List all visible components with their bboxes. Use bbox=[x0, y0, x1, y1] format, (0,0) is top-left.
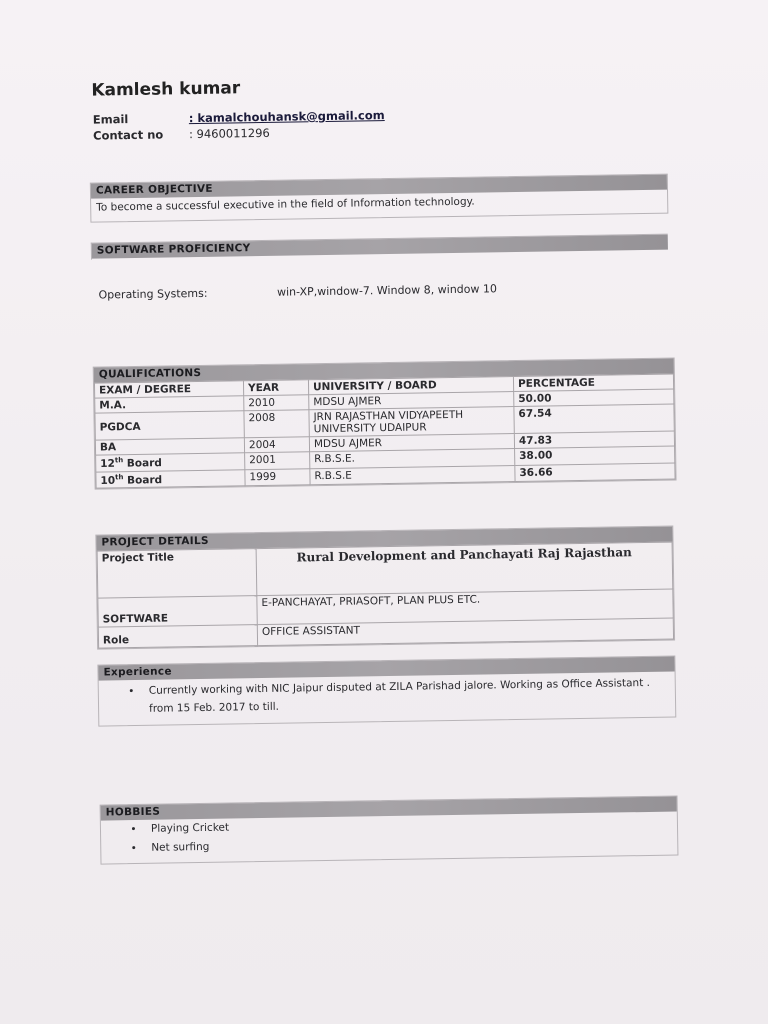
hobbies-heading: HOBBIES bbox=[101, 797, 677, 821]
qualifications-table bbox=[94, 374, 676, 489]
project-section bbox=[95, 526, 675, 650]
hobbies-section bbox=[100, 796, 679, 865]
experience-list bbox=[99, 672, 676, 719]
software-heading: SOFTWARE PROFICIENCY bbox=[92, 235, 668, 259]
email-link[interactable]: : kamalchouhansk@gmail.com bbox=[188, 108, 385, 126]
software-section bbox=[91, 234, 668, 260]
resume-sheet bbox=[32, 15, 747, 1006]
contact-value: : 9460011296 bbox=[188, 125, 270, 142]
qualifications-section bbox=[93, 358, 677, 490]
col-exam: EXAM / DEGREE bbox=[94, 381, 243, 398]
project-heading: PROJECT DETAILS bbox=[96, 527, 672, 551]
email-label: Email bbox=[92, 112, 129, 127]
table-row: SOFTWARE E-PANCHAYAT, PRIASOFT, PLAN PLUS ETC. bbox=[98, 589, 673, 627]
contact-block bbox=[93, 108, 385, 145]
qualifications-heading: QUALIFICATIONS bbox=[94, 359, 674, 383]
table-row: BA 2004 MDSU AJMER 47.83 bbox=[95, 431, 674, 455]
table-row: 10th Board 1999 R.B.S.E 36.66 bbox=[96, 463, 675, 489]
col-board: UNIVERSITY / BOARD bbox=[308, 377, 513, 395]
contact-label: Contact no bbox=[92, 127, 164, 143]
table-row: M.A. 2010 MDSU AJMER 50.00 bbox=[95, 389, 674, 413]
os-line bbox=[98, 280, 658, 302]
hobbies-list bbox=[101, 812, 678, 859]
table-row: Role OFFICE ASSISTANT bbox=[98, 618, 673, 648]
career-objective-section bbox=[90, 174, 669, 223]
table-row: Project Title Rural Development and Panchayati Raj Rajasthan bbox=[97, 542, 673, 598]
candidate-name: Kamlesh kumar bbox=[91, 78, 241, 101]
list-item: • Net surfing bbox=[145, 831, 677, 858]
career-objective-text: To become a successful executive in the field of Information technology. bbox=[96, 195, 475, 214]
project-table bbox=[97, 542, 674, 649]
table-row: 12th Board 2001 R.B.S.E. 38.00 bbox=[96, 446, 675, 472]
career-objective-heading: CAREER OBJECTIVE bbox=[91, 175, 667, 199]
experience-heading: Experience bbox=[98, 657, 674, 681]
col-year: YEAR bbox=[243, 380, 308, 396]
os-value: win-XP,window-7. Window 8, window 10 bbox=[276, 282, 498, 299]
list-item: • Playing Cricket bbox=[145, 812, 677, 839]
table-row: PGDCA 2008 JRN RAJASTHAN VIDYAPEETH UNIVERSITY UDAIPUR 67.54 bbox=[95, 404, 674, 440]
experience-section bbox=[97, 656, 676, 727]
list-item: • Currently working with NIC Jaipur disputed at ZILA Parishad jalore. Working as Office Assistant . from 15 Feb. 2017 to till. bbox=[143, 674, 675, 718]
col-percentage: PERCENTAGE bbox=[513, 374, 673, 392]
os-label: Operating Systems: bbox=[98, 286, 208, 302]
